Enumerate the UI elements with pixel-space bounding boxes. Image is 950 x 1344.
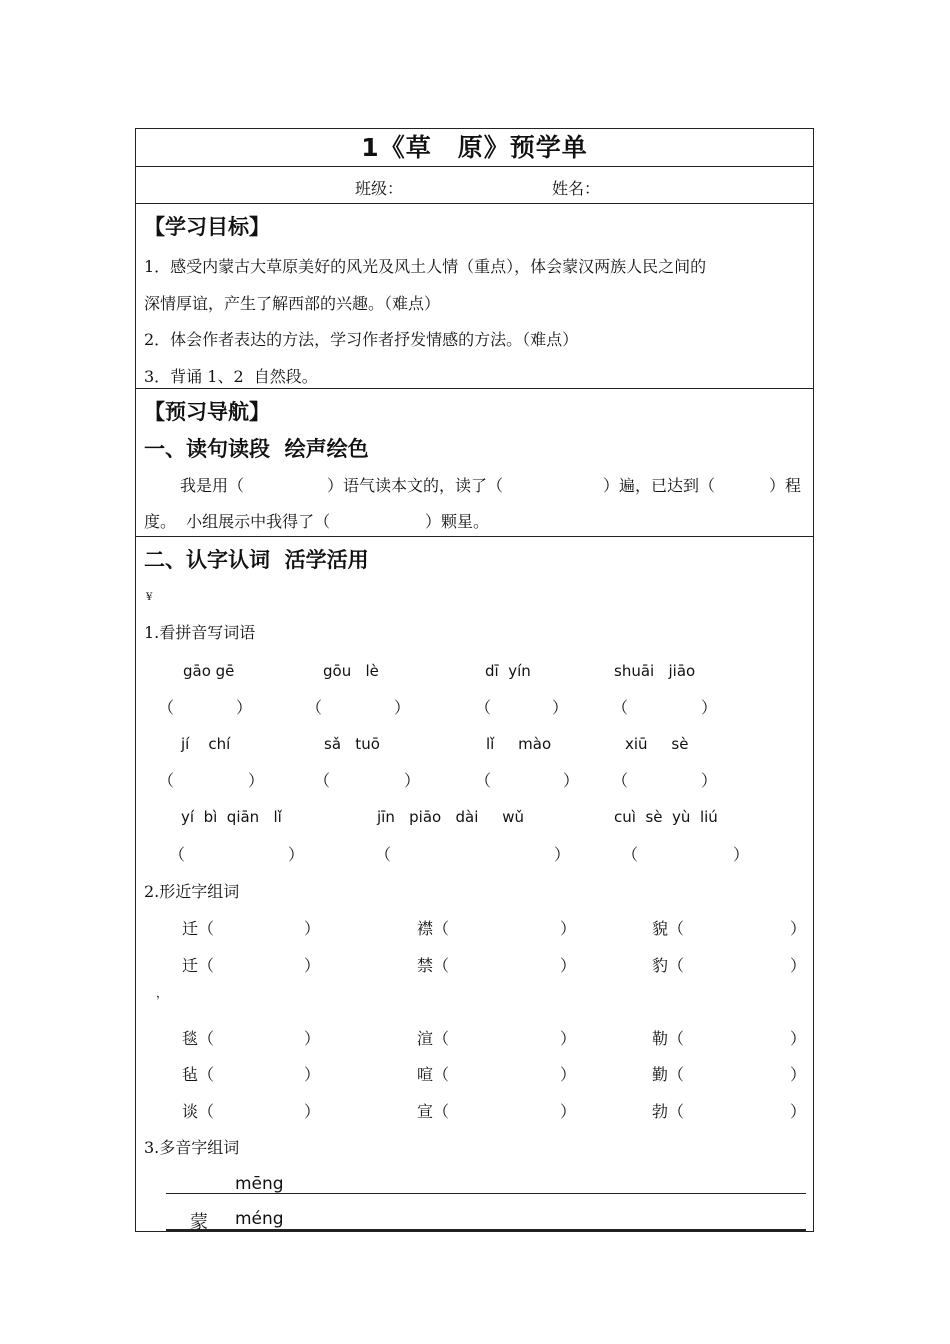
answer-close-paren: ） — [404, 771, 421, 790]
answer-open-paren: （ — [433, 1102, 450, 1121]
answer-close-paren: ） — [304, 1029, 321, 1048]
answer-open-paren: （ — [433, 1065, 450, 1084]
similar-character: 勤 — [652, 1065, 669, 1084]
answer-open-paren: （ — [306, 698, 323, 717]
reading-prompt-part-5: 度。 小组展示中我得了（ — [144, 512, 331, 531]
answer-close-paren: ） — [790, 956, 807, 975]
answer-close-paren: ） — [304, 956, 321, 975]
similar-character: 迁 — [182, 956, 199, 975]
answer-close-paren: ） — [790, 919, 807, 938]
answer-close-paren: ） — [248, 771, 265, 790]
answer-open-paren: （ — [169, 845, 186, 864]
answer-open-paren: （ — [158, 698, 175, 717]
answer-close-paren: ） — [701, 698, 718, 717]
answer-close-paren: ） — [563, 771, 580, 790]
name-label: 姓名： — [552, 179, 601, 198]
class-label: 班级： — [355, 179, 404, 198]
answer-close-paren: ） — [304, 919, 321, 938]
answer-open-paren: （ — [668, 1065, 685, 1084]
answer-close-paren: ） — [304, 1065, 321, 1084]
reading-prompt-part-2: ）语气读本文的，读了（ — [327, 476, 504, 495]
pinyin-item: xiū sè — [625, 735, 689, 753]
pinyin-exercise-title: 1.看拼音写词语 — [144, 623, 256, 642]
worksheet-title: 1《草 原》预学单 — [136, 129, 813, 167]
student-info-row — [136, 166, 813, 204]
goal-3: 3．背诵 1、2 自然段。 — [144, 367, 318, 386]
similar-character: 喧 — [417, 1065, 434, 1084]
similar-character: 谈 — [182, 1102, 199, 1121]
answer-open-paren: （ — [198, 1065, 215, 1084]
answer-line — [166, 1229, 806, 1231]
answer-open-paren: （ — [668, 1029, 685, 1048]
answer-open-paren: （ — [433, 956, 450, 975]
answer-close-paren: ） — [790, 1102, 807, 1121]
pinyin-item: gāo gē — [183, 662, 235, 680]
answer-close-paren: ） — [554, 845, 571, 864]
preview-worksheet — [135, 128, 814, 1232]
pinyin-item: lǐ mào — [486, 735, 552, 753]
answer-close-paren: ） — [701, 771, 718, 790]
pinyin-item: cuì sè yù liú — [614, 808, 718, 826]
similar-character: 貌 — [652, 919, 669, 938]
answer-close-paren: ） — [560, 1065, 577, 1084]
answer-close-paren: ） — [790, 1065, 807, 1084]
reading-prompt-part-3: ）遍，已达到（ — [603, 476, 716, 495]
similar-character: 毯 — [182, 1029, 199, 1048]
stray-comma: ， — [156, 986, 169, 1000]
answer-open-paren: （ — [433, 919, 450, 938]
answer-open-paren: （ — [612, 771, 629, 790]
similar-character: 豹 — [652, 956, 669, 975]
pinyin-item: yí bì qiān lǐ — [181, 808, 282, 826]
reading-section-title: 一、读句读段 绘声绘色 — [144, 437, 369, 461]
pinyin-item: dī yín — [485, 662, 531, 680]
reading-prompt-part-6: ）颗星。 — [425, 512, 490, 531]
answer-close-paren: ） — [236, 698, 253, 717]
polyphonic-reading-2: méng — [235, 1209, 284, 1229]
answer-open-paren: （ — [198, 1029, 215, 1048]
goal-1-line-1: 1．感受内蒙古大草原美好的风光及风土人情（重点），体会蒙汉两族人民之间的 — [144, 257, 707, 276]
similar-character: 勒 — [652, 1029, 669, 1048]
answer-close-paren: ） — [552, 698, 569, 717]
answer-open-paren: （ — [622, 845, 639, 864]
similar-character: 襟 — [417, 919, 434, 938]
answer-open-paren: （ — [475, 698, 492, 717]
reading-prompt-part-4: ）程 — [769, 476, 802, 495]
learning-goals-heading: 【学习目标】 — [144, 215, 270, 239]
characters-section-title: 二、认字认词 活学活用 — [144, 548, 369, 572]
stray-mark: ¥ — [146, 592, 153, 603]
preview-nav-section — [136, 388, 813, 537]
pinyin-item: shuāi jiāo — [614, 662, 696, 680]
answer-close-paren: ） — [560, 1029, 577, 1048]
learning-goals-section — [136, 203, 813, 389]
answer-open-paren: （ — [198, 919, 215, 938]
similar-character: 禁 — [417, 956, 434, 975]
preview-nav-heading: 【预习导航】 — [144, 400, 270, 424]
answer-close-paren: ） — [790, 1029, 807, 1048]
characters-words-section — [136, 536, 813, 1231]
answer-close-paren: ） — [560, 956, 577, 975]
pinyin-item: jí chí — [181, 735, 231, 753]
goal-2: 2．体会作者表达的方法，学习作者抒发情感的方法。（难点） — [144, 330, 579, 349]
similar-character: 毡 — [182, 1065, 199, 1084]
answer-open-paren: （ — [668, 919, 685, 938]
answer-close-paren: ） — [304, 1102, 321, 1121]
answer-open-paren: （ — [314, 771, 331, 790]
similar-characters-title: 2.形近字组词 — [144, 882, 240, 901]
similar-character: 勃 — [652, 1102, 669, 1121]
pinyin-item: gōu lè — [323, 662, 379, 680]
polyphonic-character: 蒙 — [190, 1212, 208, 1233]
answer-line — [166, 1193, 806, 1194]
polyphonic-reading-1: mēng — [235, 1174, 284, 1194]
polyphonic-title: 3.多音字组词 — [144, 1138, 240, 1157]
similar-character: 渲 — [417, 1029, 434, 1048]
goal-1-line-2: 深情厚谊，产生了解西部的兴趣。（难点） — [144, 294, 441, 313]
answer-close-paren: ） — [394, 698, 411, 717]
pinyin-item: jīn piāo dài wǔ — [377, 808, 525, 826]
answer-open-paren: （ — [198, 1102, 215, 1121]
answer-open-paren: （ — [668, 1102, 685, 1121]
pinyin-item: sǎ tuō — [324, 735, 380, 753]
answer-open-paren: （ — [158, 771, 175, 790]
answer-open-paren: （ — [433, 1029, 450, 1048]
answer-close-paren: ） — [560, 919, 577, 938]
answer-open-paren: （ — [668, 956, 685, 975]
similar-character: 宣 — [417, 1102, 434, 1121]
answer-open-paren: （ — [198, 956, 215, 975]
answer-close-paren: ） — [288, 845, 305, 864]
answer-open-paren: （ — [475, 771, 492, 790]
answer-close-paren: ） — [733, 845, 750, 864]
answer-open-paren: （ — [612, 698, 629, 717]
answer-close-paren: ） — [560, 1102, 577, 1121]
answer-open-paren: （ — [375, 845, 392, 864]
reading-prompt-part-1: 我是用（ — [180, 476, 245, 495]
similar-character: 迁 — [182, 919, 199, 938]
